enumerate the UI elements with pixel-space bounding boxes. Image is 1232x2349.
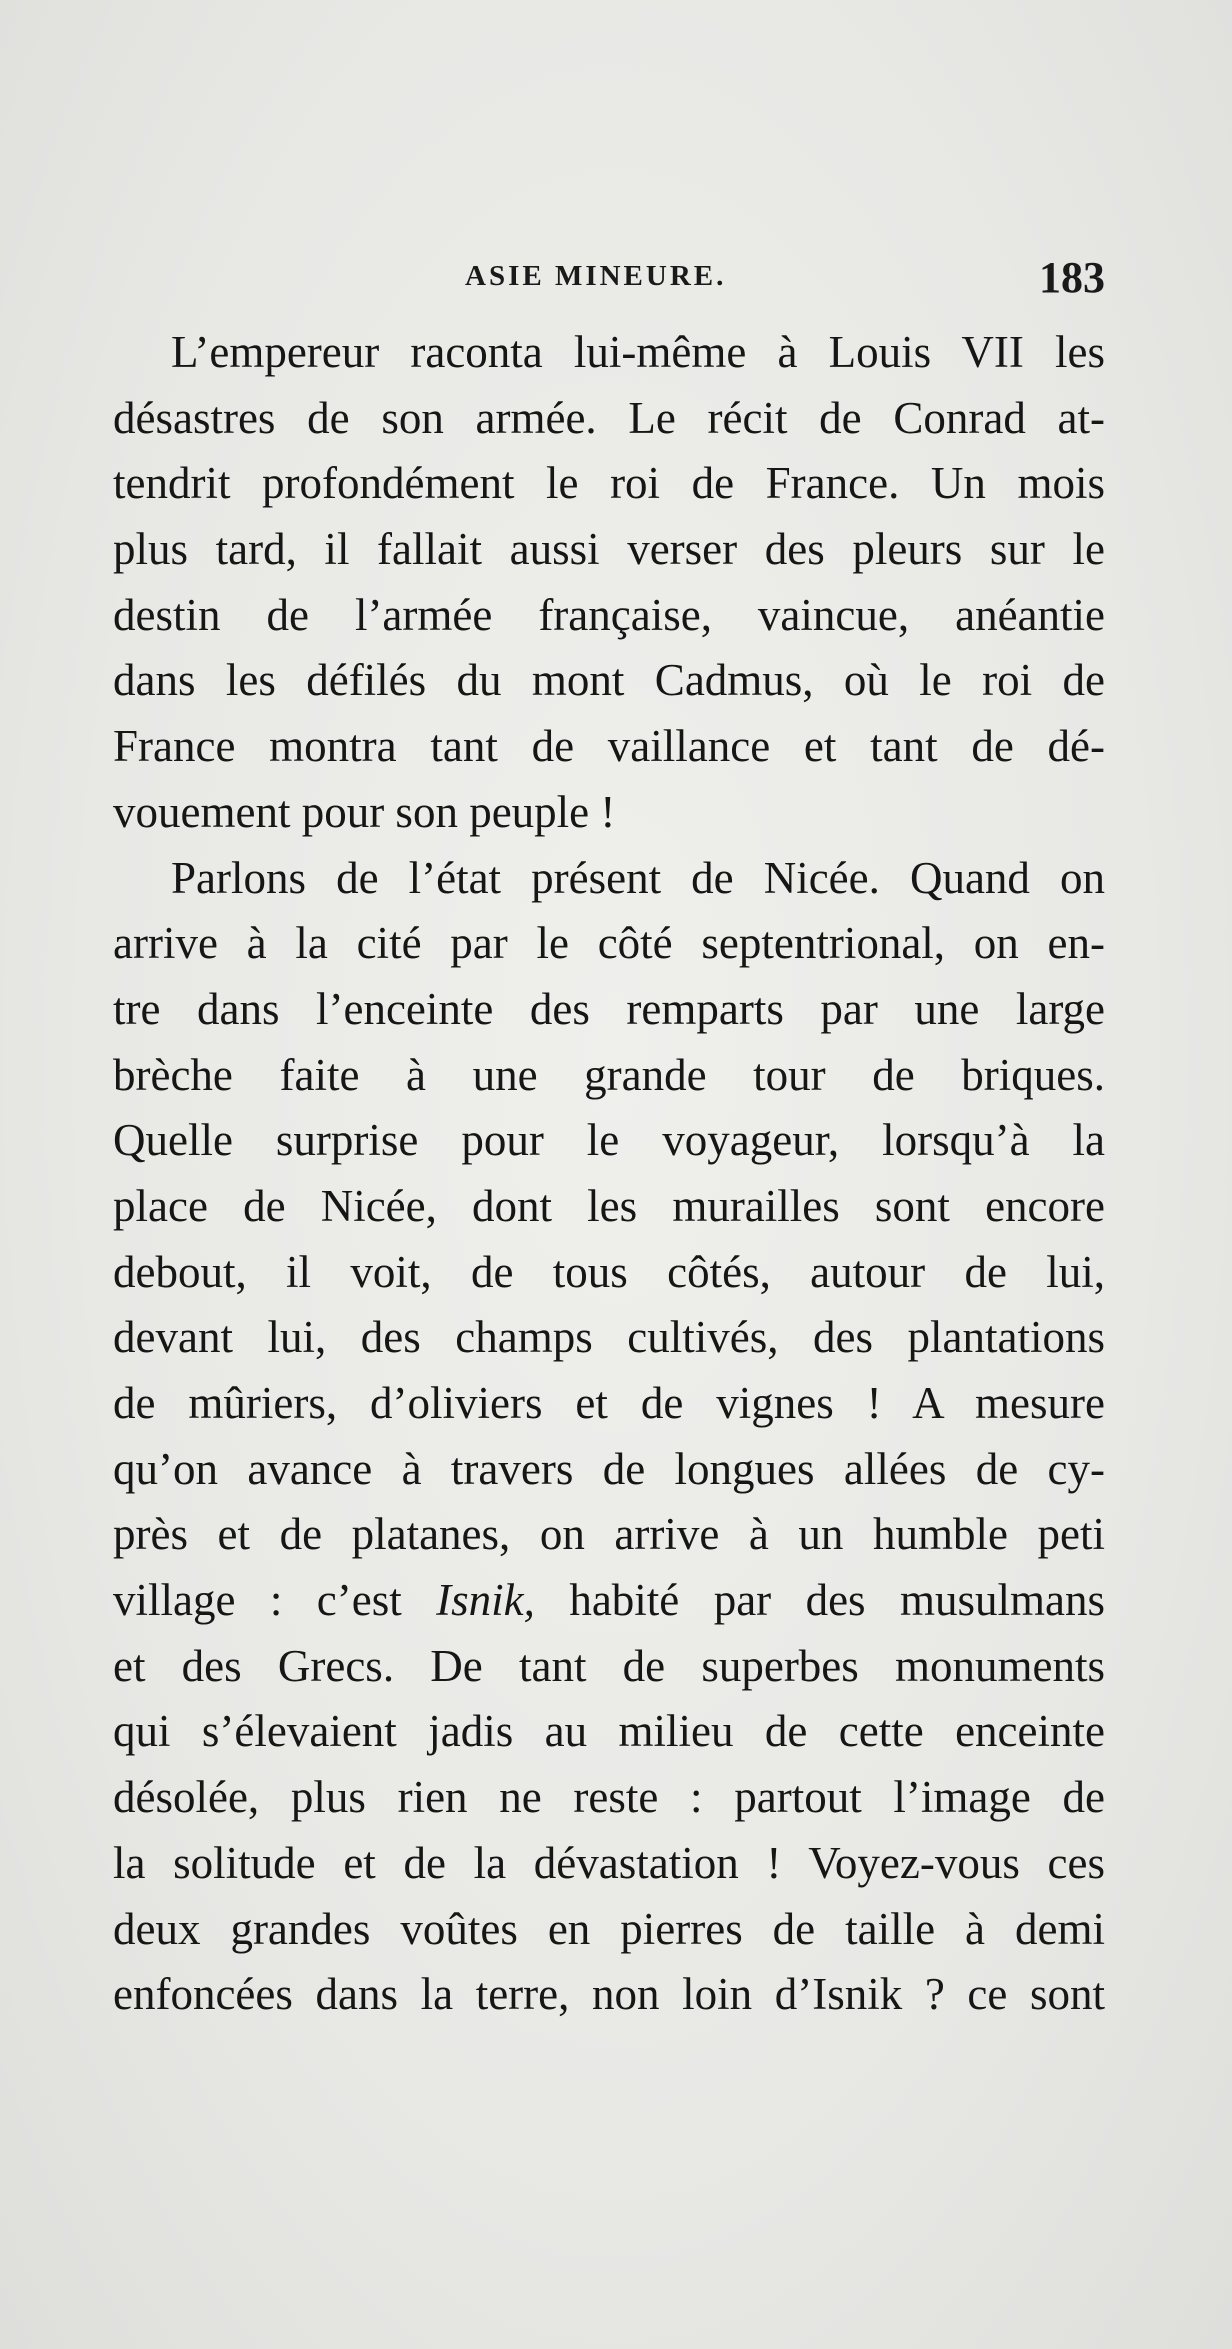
text-line: enfoncées dans la terre, non loin d’Isnik ? ce sont — [113, 1969, 1105, 2020]
text-line: brèche faite à une grande tour de briques. — [113, 1049, 1105, 1100]
running-title: ASIE MINEURE. — [465, 260, 727, 292]
text-line: désastres de son armée. Le récit de Conrad at- — [113, 392, 1105, 443]
page-number: 183 — [1039, 253, 1105, 302]
text-line: devant lui, des champs cultivés, des plantations — [113, 1312, 1105, 1363]
text-segment: habité par des musulmans — [534, 1575, 1105, 1626]
text-line: qui s’élevaient jadis au milieu de cette enceinte — [113, 1706, 1105, 1757]
text-line — [113, 1568, 1105, 1634]
italic-place-name: Isnik, — [436, 1575, 535, 1626]
text-line: debout, il voit, de tous côtés, autour de lui, — [113, 1246, 1105, 1297]
text-line: vouement pour son peuple ! — [113, 786, 616, 837]
running-head — [115, 252, 1105, 312]
text-line: France montra tant de vaillance et tant de dé- — [113, 721, 1105, 772]
text-line: et des Grecs. De tant de superbes monuments — [113, 1640, 1105, 1691]
text-line: place de Nicée, dont les murailles sont encore — [113, 1180, 1105, 1231]
text-line: près et de platanes, on arrive à un humble peti — [113, 1509, 1105, 1560]
text-line: arrive à la cité par le côté septentrional, on en- — [113, 918, 1105, 969]
text-line: tendrit profondément le roi de France. Un mois — [113, 458, 1105, 509]
text-segment: village : c’est — [113, 1575, 437, 1626]
text-line: Parlons de l’état présent de Nicée. Quand on — [171, 852, 1105, 903]
text-line: Quelle surprise pour le voyageur, lorsqu’à la — [113, 1115, 1105, 1166]
text-line: désolée, plus rien ne reste : partout l’image de — [113, 1772, 1105, 1823]
text-line: tre dans l’enceinte des remparts par une large — [113, 983, 1105, 1034]
body-text — [113, 320, 1105, 2028]
text-line: destin de l’armée française, vaincue, anéantie — [113, 589, 1105, 640]
text-line: qu’on avance à travers de longues allées de cy- — [113, 1443, 1105, 1494]
text-line: dans les défilés du mont Cadmus, où le roi de — [113, 655, 1105, 706]
text-line: plus tard, il fallait aussi verser des pleurs sur le — [113, 524, 1105, 575]
text-line: la solitude et de la dévastation ! Voyez-vous ces — [113, 1837, 1105, 1888]
text-line: deux grandes voûtes en pierres de taille à demi — [113, 1903, 1105, 1954]
text-line: L’empereur raconta lui-même à Louis VII les — [171, 327, 1105, 377]
text-line: de mûriers, d’oliviers et de vignes ! A mesure — [113, 1378, 1105, 1428]
